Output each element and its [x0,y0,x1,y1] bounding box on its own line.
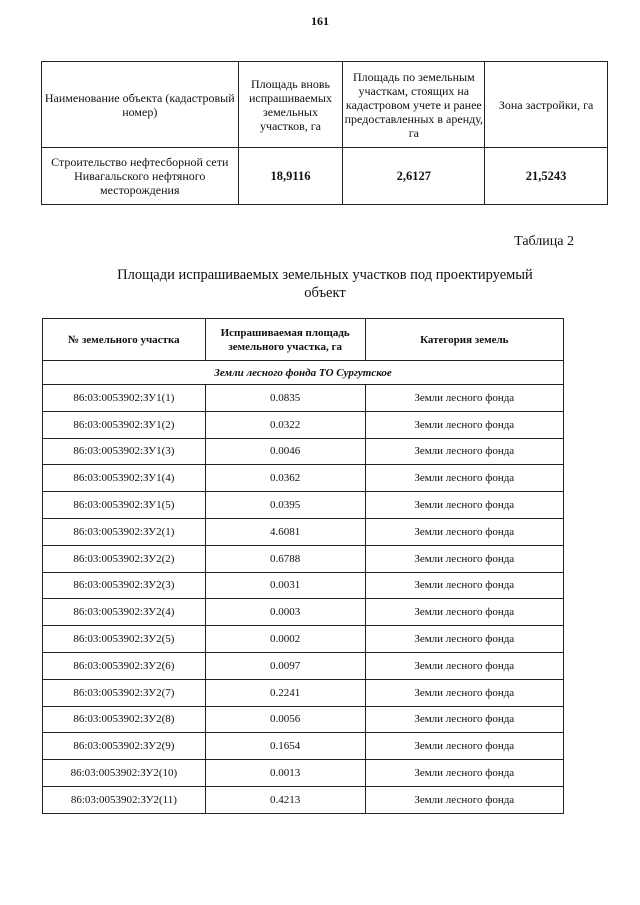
land-category-cell: Земли лесного фонда [365,518,563,545]
table-title: Площади испрашиваемых земельных участков под проектируемый объект [117,267,533,301]
table-row [43,706,564,733]
plot-area-cell: 0.0362 [205,465,365,492]
plot-number-cell: 86:03:0053902:ЗУ2(5) [43,626,206,653]
plot-area-cell: 0.0395 [205,492,365,519]
land-category-cell: Земли лесного фонда [365,411,563,438]
land-plots-table [42,318,564,814]
table-label: Таблица 2 [514,234,574,249]
plot-number-cell: 86:03:0053902:ЗУ1(4) [43,465,206,492]
plot-area-cell: 0.0013 [205,760,365,787]
table-row [43,626,564,653]
plot-number-cell: 86:03:0053902:ЗУ2(11) [43,786,206,813]
plot-area-cell: 4.6081 [205,518,365,545]
plot-area-cell: 0.0056 [205,706,365,733]
plot-number-cell: 86:03:0053902:ЗУ2(7) [43,679,206,706]
plot-area-cell: 0.6788 [205,545,365,572]
table-row [43,760,564,787]
header-new-area: Площадь вновь испрашиваемых земельных участков, га [238,62,343,148]
land-category-cell: Земли лесного фонда [365,733,563,760]
header-object-name: Наименование объекта (кадастровый номер) [42,62,239,148]
table-row [42,148,608,205]
land-category-cell: Земли лесного фонда [365,545,563,572]
header-registered-area: Площадь по земельным участкам, стоящих на кадастровом учете и ранее предоставленных в аренду, га [343,62,485,148]
plot-number-cell: 86:03:0053902:ЗУ2(3) [43,572,206,599]
plot-number-cell: 86:03:0053902:ЗУ2(9) [43,733,206,760]
plot-area-cell: 0.0046 [205,438,365,465]
table-row [43,652,564,679]
plot-number-cell: 86:03:0053902:ЗУ2(1) [43,518,206,545]
page-number: 161 [311,14,329,28]
header-plot-number: № земельного участка [43,319,206,361]
plot-area-cell: 0.4213 [205,786,365,813]
land-category-cell: Земли лесного фонда [365,760,563,787]
table-row [43,465,564,492]
zone-cell: 21,5243 [485,148,608,205]
plot-area-cell: 0.2241 [205,679,365,706]
table-header-row [43,319,564,361]
land-category-cell: Земли лесного фонда [365,706,563,733]
plot-number-cell: 86:03:0053902:ЗУ2(8) [43,706,206,733]
land-category-cell: Земли лесного фонда [365,385,563,412]
plot-area-cell: 0.0322 [205,411,365,438]
header-zone: Зона застройки, га [485,62,608,148]
land-category-cell: Земли лесного фонда [365,492,563,519]
plot-area-cell: 0.0835 [205,385,365,412]
table-row [43,385,564,412]
new-area-cell: 18,9116 [238,148,343,205]
table-row [43,411,564,438]
plot-area-cell: 0.0002 [205,626,365,653]
table-row [43,679,564,706]
plot-number-cell: 86:03:0053902:ЗУ1(5) [43,492,206,519]
table-row [43,492,564,519]
object-name-cell: Строительство нефтесборной сети Нивагальского нефтяного месторождения [42,148,239,205]
plot-number-cell: 86:03:0053902:ЗУ1(1) [43,385,206,412]
land-category-cell: Земли лесного фонда [365,679,563,706]
header-land-category: Категория земель [365,319,563,361]
group-label: Земли лесного фонда ТО Сургутское [43,361,564,385]
table-row [43,786,564,813]
header-requested-area: Испрашиваемая площадь земельного участка, га [205,319,365,361]
table-row [43,545,564,572]
land-category-cell: Земли лесного фонда [365,438,563,465]
group-row [43,361,564,385]
table-row [43,733,564,760]
plot-area-cell: 0.0097 [205,652,365,679]
plot-number-cell: 86:03:0053902:ЗУ1(2) [43,411,206,438]
land-category-cell: Земли лесного фонда [365,572,563,599]
object-area-table [41,61,608,205]
land-category-cell: Земли лесного фонда [365,652,563,679]
land-category-cell: Земли лесного фонда [365,626,563,653]
plot-area-cell: 0.1654 [205,733,365,760]
table-row [43,518,564,545]
plot-number-cell: 86:03:0053902:ЗУ2(4) [43,599,206,626]
table-row [43,599,564,626]
land-category-cell: Земли лесного фонда [365,599,563,626]
land-category-cell: Земли лесного фонда [365,786,563,813]
plot-number-cell: 86:03:0053902:ЗУ2(10) [43,760,206,787]
table-row [43,572,564,599]
land-category-cell: Земли лесного фонда [365,465,563,492]
plot-number-cell: 86:03:0053902:ЗУ2(6) [43,652,206,679]
plot-area-cell: 0.0031 [205,572,365,599]
plot-number-cell: 86:03:0053902:ЗУ2(2) [43,545,206,572]
table-row [43,438,564,465]
registered-area-cell: 2,6127 [343,148,485,205]
plot-number-cell: 86:03:0053902:ЗУ1(3) [43,438,206,465]
table-header-row [42,62,608,148]
plot-area-cell: 0.0003 [205,599,365,626]
